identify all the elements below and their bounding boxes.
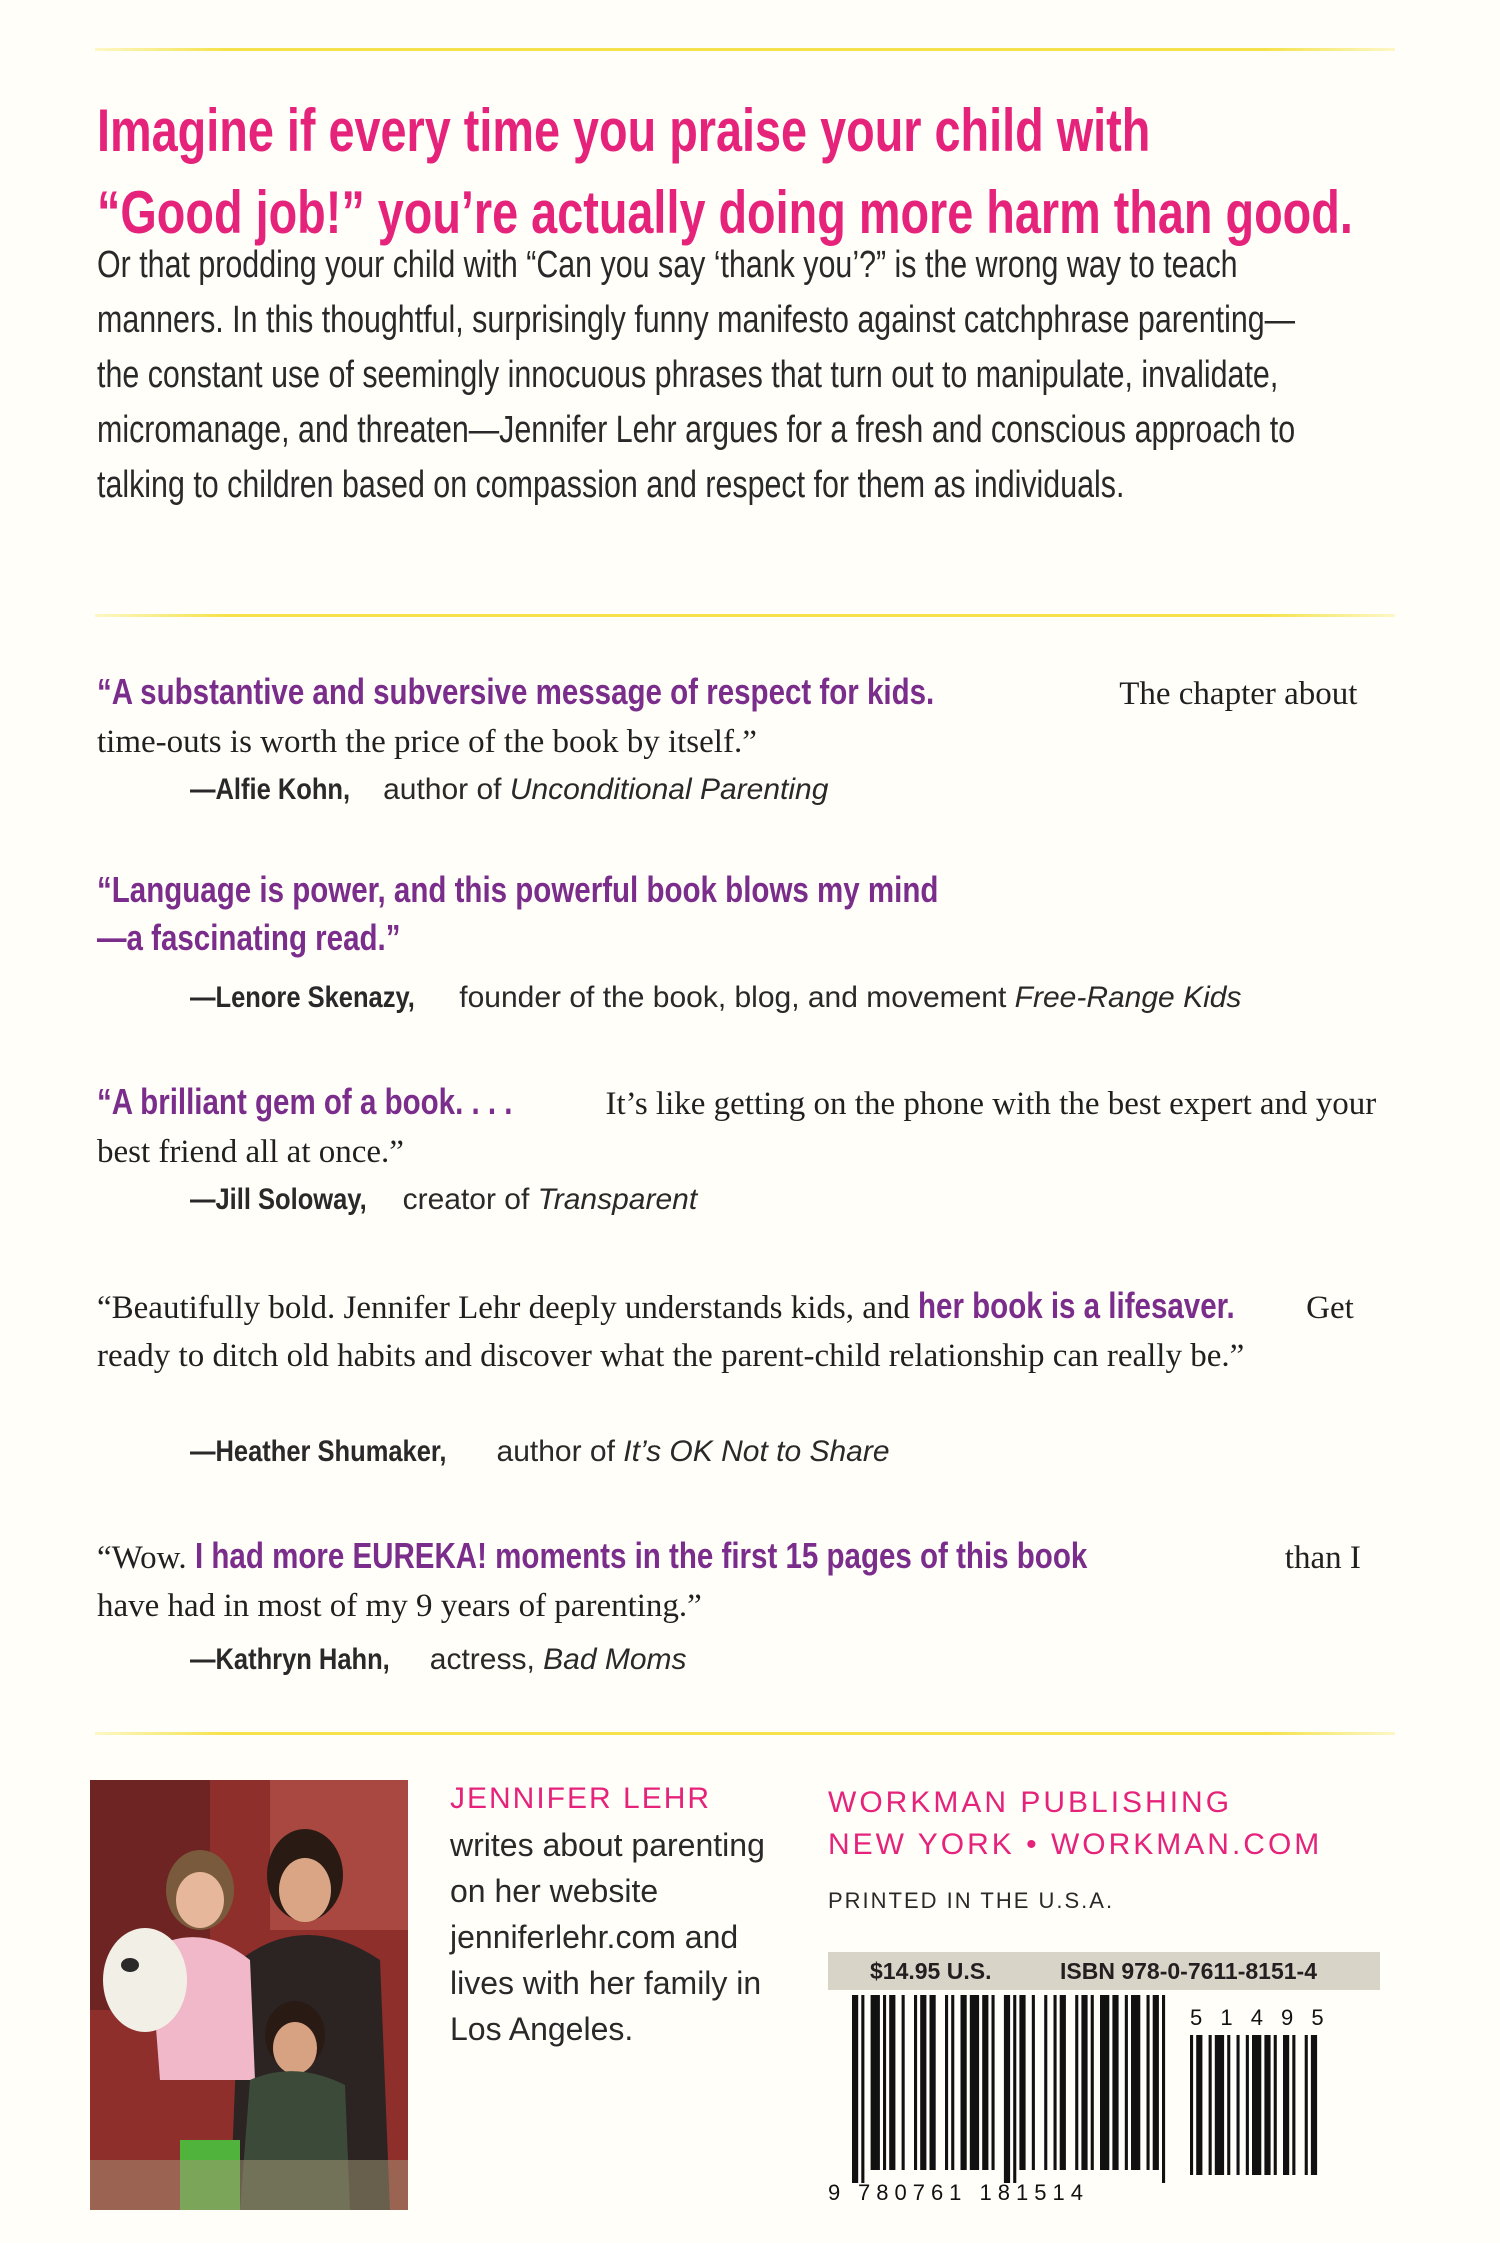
headline-line-2: “Good job!” you’re actually doing more harm than good. xyxy=(97,179,1353,246)
author-bio xyxy=(450,1776,770,2052)
attribution-name: —Alfie Kohn, xyxy=(190,773,351,806)
author-bio-text: writes about parenting on her website jenniferlehr.com and lives with her family in Los Angeles. xyxy=(450,1827,765,2047)
attribution-work: Unconditional Parenting xyxy=(509,773,829,806)
addon-bar xyxy=(1215,2035,1224,2175)
barcode-bar xyxy=(1125,1995,1128,2170)
isbn: ISBN 978-0-7611-8151-4 xyxy=(1060,1958,1317,1984)
barcode-bar xyxy=(920,1995,926,2170)
barcode-bar xyxy=(852,1995,858,2183)
barcode-bar xyxy=(883,1995,886,2170)
barcode-bar xyxy=(951,1995,954,2170)
barcode-bar xyxy=(1054,1995,1057,2170)
price: $14.95 U.S. xyxy=(870,1958,992,1984)
attribution-name: —Jill Soloway, xyxy=(190,1183,367,1216)
author-name: JENNIFER LEHR xyxy=(450,1782,712,1815)
divider-rule xyxy=(95,614,1395,617)
author-photo-illustration xyxy=(90,1780,408,2210)
barcode-bar xyxy=(982,1995,988,2170)
blurb-lenore-skenazy xyxy=(97,866,1117,964)
barcode-bar xyxy=(1032,1995,1035,2170)
addon-bar xyxy=(1246,2035,1249,2175)
addon-bar xyxy=(1274,2035,1277,2175)
barcode-bar xyxy=(902,1995,905,2170)
barcode-bar xyxy=(914,1995,917,2170)
addon-bar xyxy=(1209,2035,1212,2175)
addon-bar xyxy=(1311,2035,1317,2175)
attribution-work: Free-Range Kids xyxy=(1014,981,1242,1014)
attribution-role: author of xyxy=(374,773,510,806)
price-isbn-bar xyxy=(828,1952,1380,1990)
attribution-kathryn-hahn xyxy=(190,1640,687,1680)
blurb-pre: “Beautifully bold. Jennifer Lehr deeply understands kids, and xyxy=(97,1290,919,1326)
attribution-role: creator of xyxy=(394,1183,538,1216)
blurb-kathryn-hahn xyxy=(97,1532,1407,1630)
attribution-work: Bad Moms xyxy=(543,1643,687,1676)
barcode-bar xyxy=(1019,1995,1025,2170)
blurb-body: It’s like getting on the phone with the best expert and your best friend all at once.” xyxy=(97,1086,1377,1170)
barcode xyxy=(828,1995,1388,2210)
blurb-jill-soloway xyxy=(97,1078,1407,1176)
barcode-bar xyxy=(889,1995,895,2170)
blurb-body: The chapter about time-outs is worth the price of the book by itself.” xyxy=(97,676,1358,760)
barcode-bar xyxy=(1004,1995,1010,2183)
barcode-bar xyxy=(1112,1995,1118,2170)
addon-bar xyxy=(1292,2035,1295,2175)
intro-paragraph: Or that prodding your child with “Can you say ‘thank you’?” is the wrong way to teach manners. In this thoughtful, surprisingly funny manifesto against catchphrase parenting—the constant use of seemingly innocuous phrases that turn out to manipulate, invalidate, micromanage, and threaten—Jennifer Lehr argues for a fresh and conscious approach to talking to children based on compassion and respect for them as individuals. xyxy=(97,244,1296,506)
barcode-bar xyxy=(1091,1995,1094,2170)
addon-bar xyxy=(1190,2035,1193,2175)
attribution-work: It’s OK Not to Share xyxy=(623,1435,890,1468)
blurb-heather-shumaker xyxy=(97,1282,1407,1380)
barcode-bar xyxy=(861,1995,864,2183)
attribution-lenore-skenazy xyxy=(190,978,1241,1018)
barcode-lead-digit: 9 xyxy=(828,2180,841,2205)
ean13-bars xyxy=(852,1995,1165,2183)
barcode-bar xyxy=(1100,1995,1109,2170)
bottom-rule xyxy=(95,1732,1395,1735)
barcode-bar xyxy=(945,1995,948,2170)
addon-bars xyxy=(1190,2035,1317,2175)
barcode-bar xyxy=(1013,1995,1016,2183)
barcode-bar xyxy=(1162,1995,1165,2183)
blurb-highlight: “A brilliant gem of a book. . . . xyxy=(97,1081,513,1122)
attribution-role: actress, xyxy=(421,1643,544,1676)
blurb-highlight: her book is a lifesaver. xyxy=(918,1285,1235,1326)
barcode-graphic xyxy=(828,1995,1388,2205)
headline xyxy=(97,90,1353,254)
addon-bar xyxy=(1264,2035,1270,2175)
barcode-digits: 780761 181514 xyxy=(858,2180,1089,2205)
attribution-work: Transparent xyxy=(537,1183,698,1216)
publisher-block xyxy=(828,1782,1322,1866)
addon-bar xyxy=(1283,2035,1289,2175)
addon-bar xyxy=(1237,2035,1240,2175)
barcode-bar xyxy=(1044,1995,1047,2170)
barcode-bar xyxy=(930,1995,936,2170)
blurb-pre: “Wow. xyxy=(97,1540,195,1576)
barcode-bar xyxy=(1060,1995,1066,2170)
attribution-name: —Kathryn Hahn, xyxy=(190,1643,390,1676)
attribution-name: —Heather Shumaker, xyxy=(190,1435,447,1468)
barcode-bar xyxy=(1075,1995,1078,2170)
blurb-alfie-kohn xyxy=(97,668,1407,766)
author-photo xyxy=(90,1780,408,2210)
barcode-bar xyxy=(1131,1995,1140,2170)
attribution-heather-shumaker xyxy=(190,1432,890,1472)
barcode-bar xyxy=(1147,1995,1150,2170)
barcode-bar xyxy=(1081,1995,1087,2170)
blurb-highlight: “A substantive and subversive message of respect for kids. xyxy=(97,671,935,712)
blurb-highlight: “Language is power, and this powerful book blows my mind—a fascinating read.” xyxy=(97,869,939,958)
attribution-role: author of xyxy=(488,1435,624,1468)
barcode-bar xyxy=(992,1995,995,2170)
attribution-alfie-kohn xyxy=(190,770,828,810)
barcode-bar xyxy=(1153,1995,1159,2170)
printed-in: PRINTED IN THE U.S.A. xyxy=(828,1888,1115,1913)
attribution-role: founder of the book, blog, and movement xyxy=(450,981,1015,1014)
attribution-name: —Lenore Skenazy, xyxy=(190,981,415,1014)
addon-bar xyxy=(1227,2035,1230,2175)
blurb-highlight: I had more EUREKA! moments in the first 15 pages of this book xyxy=(194,1535,1088,1576)
barcode-bar xyxy=(961,1995,967,2170)
addon-bar xyxy=(1252,2035,1261,2175)
blurb-body: Get ready to ditch old habits and discover what the parent-child relationship can really be.” xyxy=(97,1290,1354,1374)
publisher-name: WORKMAN PUBLISHING xyxy=(828,1786,1233,1819)
barcode-bar xyxy=(871,1995,880,2170)
top-rule xyxy=(95,48,1395,51)
attribution-jill-soloway xyxy=(190,1180,697,1220)
publisher-location: NEW YORK • WORKMAN.COM xyxy=(828,1828,1323,1861)
barcode-bar xyxy=(970,1995,979,2170)
headline-line-1: Imagine if every time you praise your child with xyxy=(97,97,1151,164)
addon-bar xyxy=(1196,2035,1202,2175)
addon-bar xyxy=(1305,2035,1308,2175)
barcode-addon-digits: 5 1 4 9 5 xyxy=(1190,2005,1330,2030)
blurb-body: than I have had in most of my 9 years of parenting.” xyxy=(97,1540,1361,1624)
